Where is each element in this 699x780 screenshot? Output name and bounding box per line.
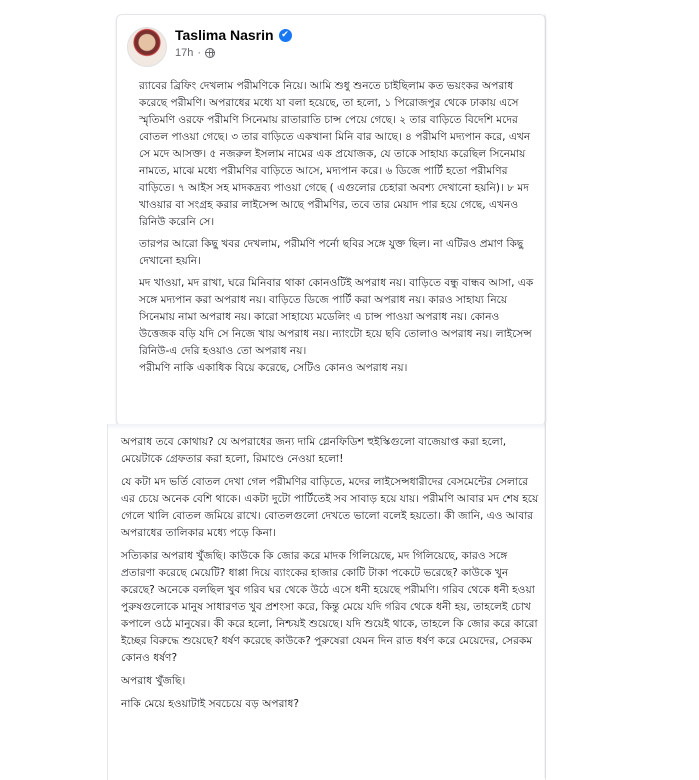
meta-separator: · bbox=[197, 47, 202, 59]
post-paragraph: তারপর আরো কিছু খবর দেখলাম, পরীমণি পর্নো ছবির সঙ্গে যুক্ত ছিল। না এটিরও প্রমাণ কিছু দেখানো হয়নি। bbox=[139, 238, 524, 267]
post-paragraph: নাকি মেয়ে হওয়াটাই সবচেয়ে বড় অপরাধ? bbox=[121, 698, 300, 710]
section-divider bbox=[108, 424, 545, 430]
card-shadow bbox=[544, 14, 546, 778]
author-name[interactable]: Taslima Nasrin bbox=[175, 27, 274, 43]
post-paragraph: র‍্যাবের ব্রিফিং দেখলাম পরীমণিকে নিয়ে। আমি শুধু শুনতে চাইছিলাম কত ভয়ংকর অপরাধ করেছে পরীমণি। অপরাধের মধ্যে যা বলা হয়েছে, তা হলো, ১ পিরোজপুর থেকে ঢাকায় এসে স্মৃতিমণি ওরফে পরীমণি সিনেমায় রাতারাতি চান্স পেয়ে গেছে। ২ তার বাড়িতে বিদেশি মদের বোতল পাওয়া গেছে। ৩ তার বাড়িতে একখানা মিনি বার আছে। ৪ পরীমণি মদ্যপান করে, এখন সে মদে আসক্ত। ৫ নজরুল ইসলাম নামের এক প্রযোজক, যে তাকে সাহায্য করেছিল সিনেমায় নামতে, মাঝে মধ্যে পরীমণির বাড়িতে আসে, মদ্যপান করে। ৬ ডিজে পার্টি হতো পরীমণির বাড়িতে। ৭ আইস সহ মাদকদ্রব্য পাওয়া গেছে ( এগুলোর চেহারা অবশ্য দেখানো হয়নি)। ৮ মদ খাওয়ার বা সংগ্রহ করার লাইসেন্স আছে পরীমণির, তবে তার মেয়াদ পার হয়ে গেছে, এখনও রিনিউ করেনি সে। bbox=[139, 80, 531, 228]
post-body-continued bbox=[121, 434, 541, 719]
post-header bbox=[127, 25, 537, 65]
avatar[interactable] bbox=[127, 27, 167, 67]
post-paragraph: সত্যিকার অপরাধ খুঁজছি। কাউকে কি জোর করে মাদক গিলিয়েছে, মদ গিলিয়েছে, কারও সঙ্গে প্রতারণা করেছে মেয়েটি? ধাপ্পা দিয়ে ব্যাংকের হাজার কোটি টাকা পকেটে ভরেছে? কাউকে খুন করেছে? অনেকে বলছিল খুব গরিব ঘর থেকে উঠে এসে ধনী হয়েছে পরীমণি। গরিব থেকে ধনী হওয়া পুরুষগুলোকে মানুষ সাধারণত খুব প্রশংসা করে, কিন্তু মেয়ে যদি গরিব থেকে ধনী হয়, তাহলেই চোখ কপালে ওঠে মানুষের। কী করে হলো, নিশ্চয়ই শুয়েছে। যদি শুয়েই থাকে, তাহলে কি জোর করে কারো ইচ্ছের বিরুদ্ধে শুয়েছে? ধর্ষণ করেছে কাউকে? পুরুষেরা যেমন দিন রাত ধর্ষণ করে মেয়েদের, সেরকম কোনও ধর্ষণ? bbox=[121, 550, 538, 664]
post-paragraph: মদ খাওয়া, মদ রাখা, ঘরে মিনিবার থাকা কোনওটিই অপরাধ নয়। বাড়িতে বন্ধু বান্ধব আসা, এক সঙ্গে মদ্যপান করা অপরাধ নয়। বাড়িতে ডিজে পার্টি করা অপরাধ নয়। কারও সাহায্য নিয়ে সিনেমায় নামা অপরাধ নয়। কারো সাহায্যে মডেলিং এ চান্স পাওয়া অপরাধ নয়। কোনও উত্তেজক বড়ি যদি সে নিজে খায় অপরাধ নয়। ন্যাংটো হয়ে ছবি তোলাও অপরাধ নয়। লাইসেন্স রিনিউ-এ দেরি হওয়াও তো অপরাধ নয়। পরীমণি নাকি একাধিক বিয়ে করেছে, সেটিও কোনও অপরাধ নয়। bbox=[139, 277, 534, 374]
post-timestamp[interactable]: 17h bbox=[175, 47, 194, 59]
post-paragraph: অপরাধ খুঁজছি। bbox=[121, 675, 186, 687]
author-row bbox=[175, 27, 292, 43]
post-body bbox=[139, 78, 539, 382]
post-paragraph: যে কটা মদ ভর্তি বোতল দেখা গেল পরীমণির বাড়িতে, মদের লাইসেন্সধারীদের বেসমেন্টের সেলারে এর চেয়ে অনেক বেশি থাকে। একটা দুটো পার্টিতেই সব সাবাড় হয়ে যায়। পরীমণি আবার মদ শেষ হয়ে গেলে খালি বোতল জমিয়ে রাখে। বোতলগুলো দেখতে ভালো বলেই হয়তো। কী জানি, এও আবার অপরাধের তালিকার মধ্যে পড়ে কিনা। bbox=[121, 476, 539, 539]
post-meta bbox=[175, 47, 215, 59]
globe-icon[interactable] bbox=[205, 48, 215, 58]
facebook-post-card bbox=[116, 14, 546, 426]
verified-badge-icon: ✔ bbox=[279, 29, 292, 42]
facebook-post-card-continued bbox=[107, 424, 546, 780]
post-paragraph: অপরাধ তবে কোথায়? যে অপরাধের জন্য দামি গ্লেনফিডিশ হুইস্কিগুলো বাজেয়াপ্ত করা হলো, মেয়েটাকে গ্রেফতার করা হলো, রিমাণ্ডে নেওয়া হলো! bbox=[121, 436, 507, 465]
